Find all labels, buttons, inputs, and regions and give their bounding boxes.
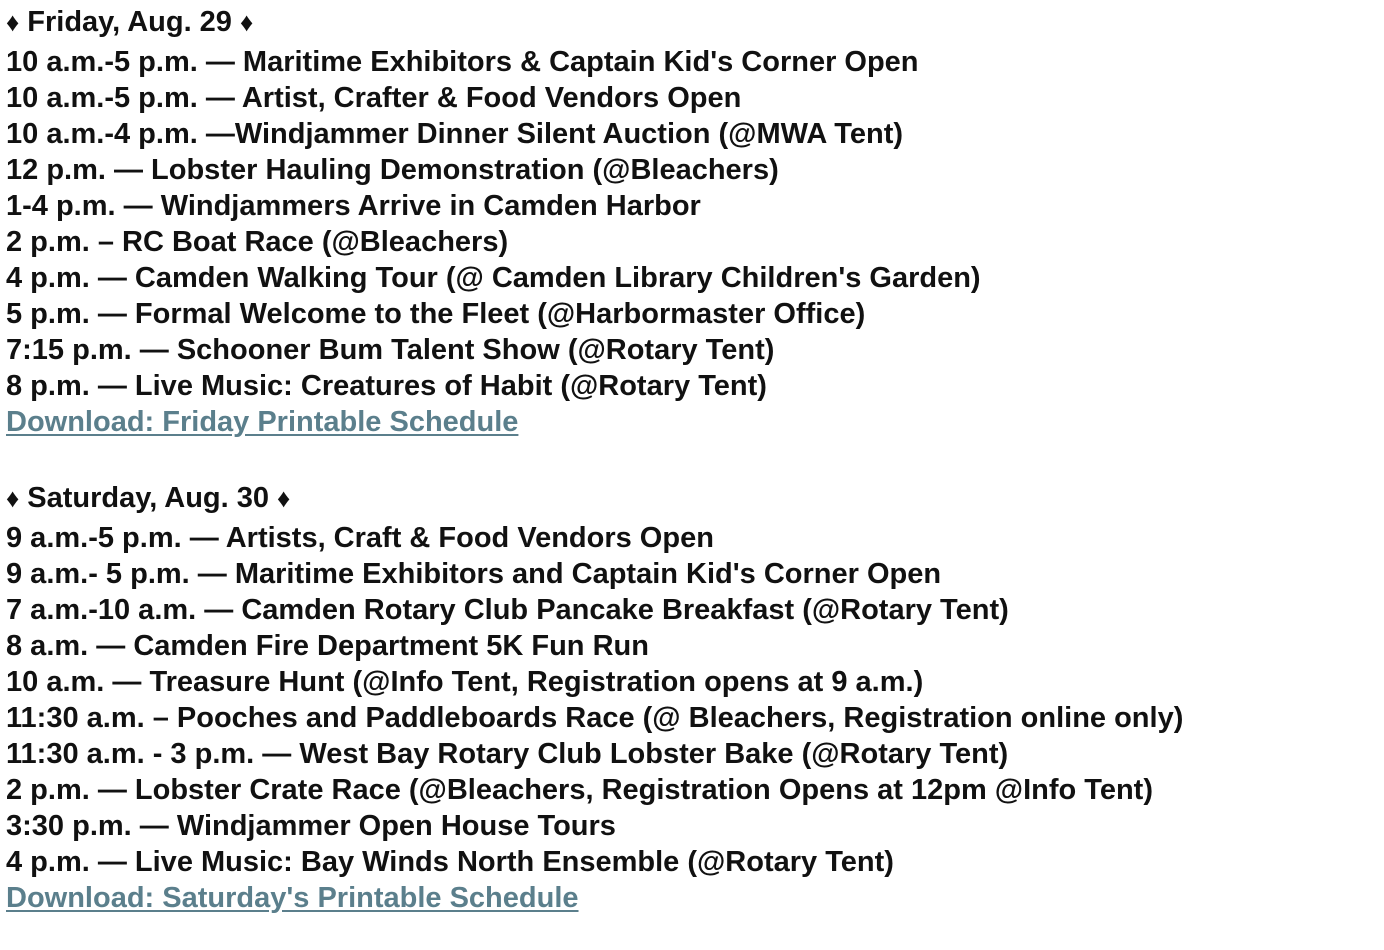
event-item: 1-4 p.m. — Windjammers Arrive in Camden Harbor (6, 190, 701, 222)
day-heading-text: Saturday, Aug. 30 (27, 482, 270, 514)
event-item: 7:15 p.m. — Schooner Bum Talent Show (@Rotary Tent) (6, 334, 775, 366)
event-item: 11:30 a.m. – Pooches and Paddleboards Race (@ Bleachers, Registration online only) (6, 702, 1184, 734)
event-item: 4 p.m. — Camden Walking Tour (@ Camden Library Children's Garden) (6, 262, 981, 294)
diamond-icon: ♦ (6, 483, 20, 513)
event-item: 8 p.m. — Live Music: Creatures of Habit (@Rotary Tent) (6, 370, 767, 402)
event-item: 4 p.m. — Live Music: Bay Winds North Ensemble (@Rotary Tent) (6, 846, 894, 878)
event-item: 8 a.m. — Camden Fire Department 5K Fun Run (6, 630, 649, 662)
download-saturday-schedule-link[interactable]: Download: Saturday's Printable Schedule (6, 882, 579, 914)
day-heading-saturday (6, 476, 1378, 520)
event-item: 2 p.m. – RC Boat Race (@Bleachers) (6, 226, 509, 258)
diamond-icon: ♦ (239, 7, 254, 37)
event-item: 10 a.m. — Treasure Hunt (@Info Tent, Registration opens at 9 a.m.) (6, 666, 924, 698)
event-item: 11:30 a.m. - 3 p.m. — West Bay Rotary Club Lobster Bake (@Rotary Tent) (6, 738, 1009, 770)
event-item: 3:30 p.m. — Windjammer Open House Tours (6, 810, 616, 842)
diamond-icon: ♦ (277, 483, 291, 513)
event-item: 9 a.m.-5 p.m. — Artists, Craft & Food Vendors Open (6, 522, 714, 554)
event-item: 2 p.m. — Lobster Crate Race (@Bleachers, Registration Opens at 12pm @Info Tent) (6, 774, 1153, 806)
event-item: 10 a.m.-5 p.m. — Maritime Exhibitors & Captain Kid's Corner Open (6, 46, 919, 78)
event-item: 10 a.m.-4 p.m. —Windjammer Dinner Silent Auction (@MWA Tent) (6, 118, 904, 150)
event-item: 10 a.m.-5 p.m. — Artist, Crafter & Food Vendors Open (6, 82, 742, 114)
event-list-friday (6, 44, 1378, 404)
diamond-icon: ♦ (6, 7, 20, 37)
day-heading-friday (6, 0, 1378, 44)
section-spacer (6, 440, 1378, 476)
schedule-page (6, 0, 1378, 916)
event-item: 5 p.m. — Formal Welcome to the Fleet (@Harbormaster Office) (6, 298, 866, 330)
event-item: 9 a.m.- 5 p.m. — Maritime Exhibitors and Captain Kid's Corner Open (6, 558, 942, 590)
event-list-saturday (6, 520, 1378, 880)
event-item: 12 p.m. — Lobster Hauling Demonstration (@Bleachers) (6, 154, 779, 186)
day-section-friday (6, 0, 1378, 440)
event-item: 7 a.m.-10 a.m. — Camden Rotary Club Pancake Breakfast (@Rotary Tent) (6, 594, 1009, 626)
day-heading-text: Friday, Aug. 29 (27, 6, 232, 38)
download-friday-schedule-link[interactable]: Download: Friday Printable Schedule (6, 406, 519, 438)
day-section-saturday (6, 476, 1378, 916)
